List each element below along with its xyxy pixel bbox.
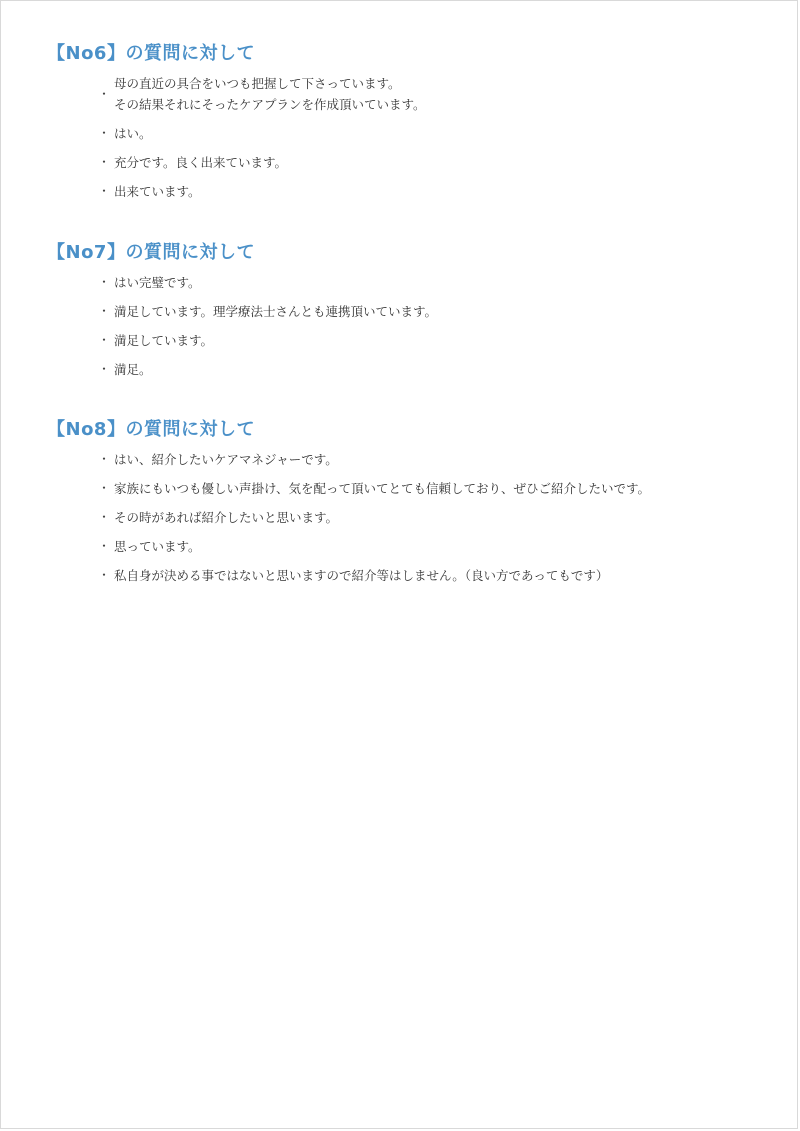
bullet: ・ [98, 275, 111, 289]
list-item-text: はい、紹介したいケアマネジャーです。 [114, 452, 338, 467]
list-item [47, 565, 767, 586]
list-item-text: 思っています。 [114, 539, 201, 554]
list-item-text: 満足しています。理学療法士さんとも連携頂いています。 [114, 304, 438, 319]
list-item [47, 449, 767, 470]
bullet: ・ [98, 126, 111, 140]
bullet: ・ [98, 481, 111, 495]
section-heading: 【No8】の質問に対して [47, 419, 255, 440]
list-item-text: 私自身が決める事ではないと思いますので紹介等はしません。（良い方であってもです） [114, 568, 609, 583]
list-item-text: 母の直近の具合をいつも把握して下さっています。 [114, 76, 401, 91]
list-item [47, 478, 767, 499]
bullet: ・ [98, 539, 111, 553]
list-item [47, 73, 767, 115]
bullet: ・ [98, 362, 111, 376]
bullet: ・ [98, 184, 111, 198]
section-no6 [47, 41, 767, 210]
answer-list [47, 272, 767, 380]
answer-list [47, 73, 767, 202]
bullet: ・ [98, 87, 111, 101]
list-item [47, 123, 767, 144]
list-item-text: その時があれば紹介したいと思います。 [114, 510, 339, 525]
section-no7 [47, 240, 767, 388]
list-item-text: 充分です。良く出来ています。 [114, 155, 288, 170]
section-no8 [47, 417, 767, 594]
list-item [47, 330, 767, 351]
list-item-text: 満足。 [114, 362, 152, 377]
list-item-text: 満足しています。 [114, 333, 214, 348]
section-heading: 【No7】の質問に対して [47, 242, 255, 263]
section-heading: 【No6】の質問に対して [47, 43, 255, 64]
bullet: ・ [98, 510, 111, 524]
bullet: ・ [98, 155, 111, 169]
bullet: ・ [98, 333, 111, 347]
list-item [47, 272, 767, 293]
answer-list [47, 449, 767, 586]
list-item [47, 359, 767, 380]
bullet: ・ [98, 568, 111, 582]
list-item [47, 181, 767, 202]
list-item-text: はい。 [114, 126, 152, 141]
list-item-text: はい完璧です。 [114, 275, 201, 290]
list-item [47, 536, 767, 557]
bullet: ・ [98, 452, 111, 466]
list-item-text: その結果それにそったケアプランを作成頂いています。 [114, 97, 426, 112]
list-item-text: 出来ています。 [114, 184, 201, 199]
list-item-text: 家族にもいつも優しい声掛け、気を配って頂いてとても信頼しており、ぜひご紹介したいです。 [114, 481, 651, 496]
list-item [47, 507, 767, 528]
list-item [47, 152, 767, 173]
bullet: ・ [98, 304, 111, 318]
list-item [47, 301, 767, 322]
